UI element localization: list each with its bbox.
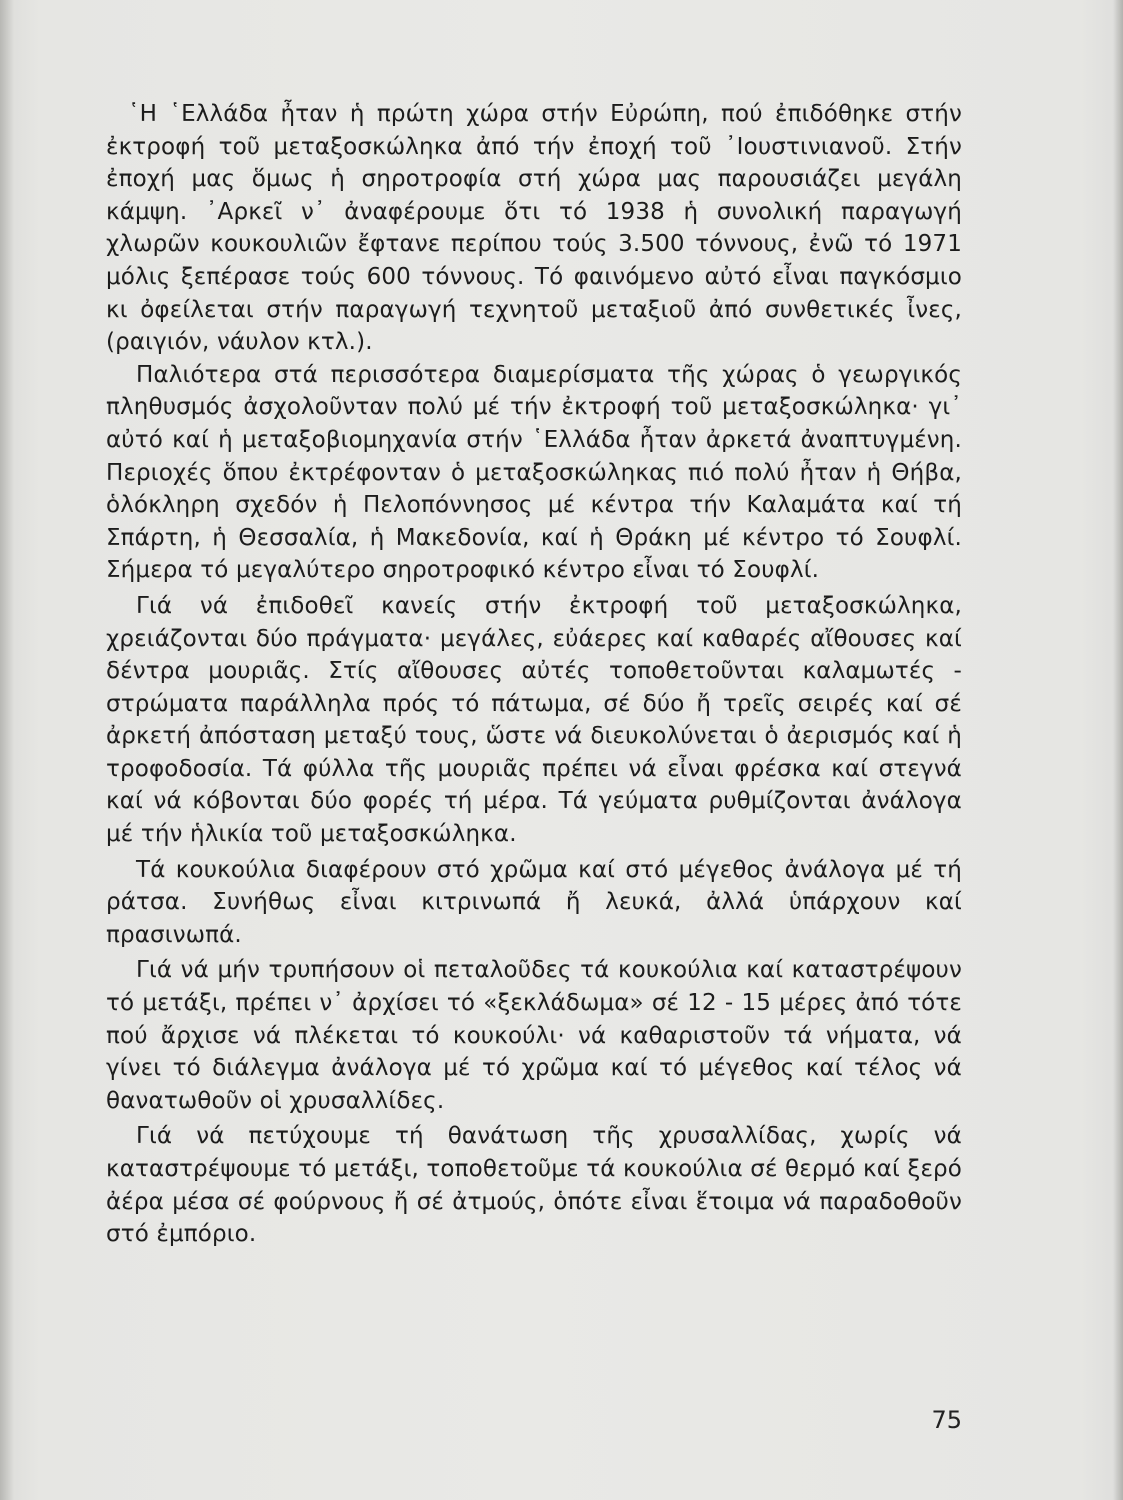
- page-gutter-shadow: [0, 0, 14, 1500]
- paragraph-cocoons: Τά κουκούλια διαφέρουν στό χρῶμα καί στό μέγεθος ἀνάλογα μέ τή ράτσα. Συνήθως εἶναι κιτρινωπά ἤ λευκά, ἀλλά ὑπάρχουν καί πρασινωπά.: [106, 856, 962, 948]
- paragraph-silk-history: ῾Η ῾Ελλάδα ἦταν ἡ πρώτη χώρα στήν Εὐρώπη, πού ἐπιδόθηκε στήν ἐκτροφή τοῦ μεταξοσκώληκα ἀπό τήν ἐποχή τοῦ ᾿Ιουστινιανοῦ. Στήν ἐποχή μας ὅμως ἡ σηροτροφία στή χώρα μας παρουσιάζει μεγάλη κάμψη. ᾿Αρκεῖ ν᾿ ἀναφέρουμε ὅτι τό 1938 ἡ συνολική παραγωγή χλωρῶν κουκουλιῶν ἔφτανε περίπου τούς 3.500 τόννους, ἐνῶ τό 1971 μόλις ξεπέρασε τούς 600 τόννους. Τό φαινόμενο αὐτό εἶναι παγκόσμιο κι ὀφείλεται στήν παραγωγή τεχνητοῦ μεταξιοῦ ἀπό συνθετικές ἶνες, (ραιγιόν, νάυλον κτλ.).: [106, 101, 962, 356]
- page-number: 75: [931, 1406, 962, 1434]
- paragraph-harvest: Γιά νά μήν τρυπήσουν οἱ πεταλοῦδες τά κουκούλια καί καταστρέψουν τό μετάξι, πρέπει ν᾿ ἀρχίσει τό «ξεκλάδωμα» σέ 12 - 15 μέρες ἀπό τότε πού ἄρχισε νά πλέκεται τό κουκούλι· νά καθαριστοῦν τά νήματα, νά γίνει τό διάλεγμα ἀνάλογα μέ τό χρῶμα καί τό μέγεθος καί τέλος νά θανατωθοῦν οἱ χρυσαλλίδες.: [106, 957, 962, 1114]
- paragraph-regions: Παλιότερα στά περισσότερα διαμερίσματα τῆς χώρας ὁ γεωργικός πληθυσμός ἀσχολοῦνταν πολύ μέ τήν ἐκτροφή τοῦ μεταξοσκώληκα· γι᾿ αὐτό καί ἡ μεταξοβιομηχανία στήν ῾Ελλάδα ἦταν ἀρκετά ἀναπτυγμένη. Περιοχές ὅπου ἐκτρέφονταν ὁ μεταξοσκώληκας πιό πολύ ἦταν ἡ Θήβα, ὁλόκληρη σχεδόν ἡ Πελοπόννησος μέ κέντρα τήν Καλαμάτα καί τή Σπάρτη, ἡ Θεσσαλία, ἡ Μακεδονία, καί ἡ Θράκη μέ κέντρο τό Σουφλί. Σήμερα τό μεγαλύτερο σηροτροφικό κέντρο εἶναι τό Σουφλί.: [106, 361, 962, 584]
- page-edge-shadow: [1113, 0, 1123, 1500]
- body-text: [106, 98, 962, 1251]
- paragraph-processing: Γιά νά πετύχουμε τή θανάτωση τῆς χρυσαλλίδας, χωρίς νά καταστρέψουμε τό μετάξι, τοποθετοῦμε τά κουκούλια σέ θερμό καί ξερό ἀέρα μέσα σέ φούρνους ἤ σέ ἀτμούς, ὁπότε εἶναι ἕτοιμα νά παραδοθοῦν στό ἐμπόριο.: [106, 1123, 962, 1248]
- paragraph-rearing: Γιά νά ἐπιδοθεῖ κανείς στήν ἐκτροφή τοῦ μεταξοσκώληκα, χρειάζονται δύο πράγματα· μεγάλες, εὐάερες καί καθαρές αἴθουσες καί δέντρα μουριᾶς. Στίς αἴθουσες αὐτές τοποθετοῦνται καλαμωτές - στρώματα παράλληλα πρός τό πάτωμα, σέ δύο ἤ τρεῖς σειρές καί σέ ἀρκετή ἀπόσταση μεταξύ τους, ὥστε νά διευκολύνεται ὁ ἀερισμός καί ἡ τροφοδοσία. Τά φύλλα τῆς μουριᾶς πρέπει νά εἶναι φρέσκα καί στεγνά καί νά κόβονται δύο φορές τή μέρα. Τά γεύματα ρυθμίζονται ἀνάλογα μέ τήν ἡλικία τοῦ μεταξοσκώληκα.: [106, 592, 962, 848]
